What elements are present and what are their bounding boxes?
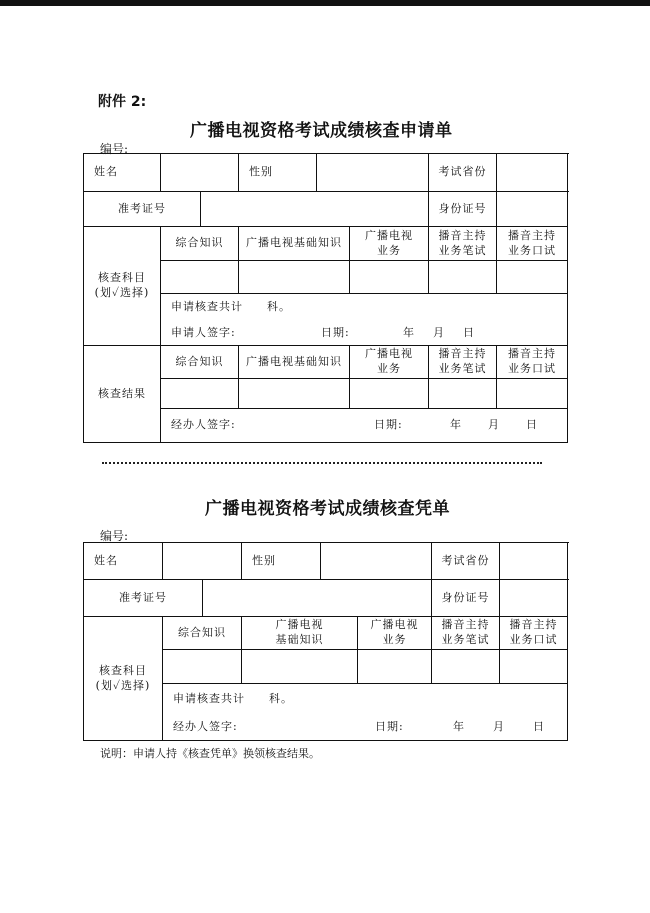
voucher-subject-header-written-l2: 业务笔试 <box>441 633 490 646</box>
subject-header-business <box>350 227 429 261</box>
voucher-subject-check-business[interactable] <box>358 650 432 684</box>
subject-header-oral <box>497 227 568 261</box>
subject-header-written <box>429 227 497 261</box>
name-field[interactable] <box>161 154 239 192</box>
voucher-province-field[interactable] <box>500 543 568 580</box>
voucher-subject-check-general[interactable] <box>163 650 242 684</box>
subject-check-basics[interactable] <box>239 261 350 294</box>
application-form-title: 广播电视资格考试成绩核查申请单 <box>190 121 453 141</box>
voucher-subject-header-oral-l2: 业务口试 <box>509 633 558 646</box>
result-field-business[interactable] <box>350 379 429 409</box>
subject-header-oral-l1: 播音主持 <box>508 228 556 242</box>
voucher-gender-field[interactable] <box>321 543 432 580</box>
year-label: 年 <box>403 325 415 339</box>
attachment-label: 附件 2: <box>98 94 147 110</box>
voucher-subject-header-oral <box>500 617 568 650</box>
gender-label: 性别 <box>239 154 317 192</box>
serial-number-label: 编号: <box>100 142 129 156</box>
subject-check-written[interactable] <box>429 261 497 294</box>
result-header-oral-l1: 播音主持 <box>508 347 556 361</box>
voucher-subject-header-oral-l1: 播音主持 <box>509 618 558 632</box>
subjects-hint: (划✓选择) <box>94 286 150 299</box>
voucher-id-number-label: 身份证号 <box>432 580 500 617</box>
admission-number-label: 准考证号 <box>84 192 201 227</box>
voucher-subject-header-basics-l2: 基础知识 <box>275 633 324 646</box>
handler-month-label: 月 <box>488 418 500 432</box>
voucher-day-label: 日 <box>533 719 545 733</box>
result-header-general: 综合知识 <box>161 346 239 379</box>
subject-header-written-l1: 播音主持 <box>438 228 487 242</box>
result-field-written[interactable] <box>429 379 497 409</box>
subject-check-business[interactable] <box>350 261 429 294</box>
day-label: 日 <box>463 325 475 339</box>
voucher-handler-sign-label: 经办人签字: <box>173 719 238 733</box>
subject-header-oral-l2: 业务口试 <box>508 243 556 257</box>
handler-day-label: 日 <box>526 418 538 432</box>
voucher-subject-check-basics[interactable] <box>242 650 358 684</box>
subject-header-business-l1: 广播电视 <box>365 228 413 242</box>
subject-header-business-l2: 业务 <box>377 243 401 257</box>
voucher-name-field[interactable] <box>163 543 242 580</box>
voucher-gender-label: 性别 <box>242 543 321 580</box>
voucher-subject-header-basics <box>242 617 358 650</box>
subject-count-text: 申请核查共计 科。 <box>161 294 568 322</box>
result-header-written-l1: 播音主持 <box>438 347 487 361</box>
gender-field[interactable] <box>317 154 429 192</box>
applicant-sign-row <box>161 322 568 346</box>
voucher-subject-header-business-l2: 业务 <box>382 633 407 646</box>
subject-header-written-l2: 业务笔试 <box>438 243 487 257</box>
date-label: 日期: <box>321 325 350 339</box>
voucher-year-label: 年 <box>453 719 465 733</box>
voucher-subject-check-written[interactable] <box>432 650 500 684</box>
result-header-business-l1: 广播电视 <box>365 347 413 361</box>
handler-sign-row <box>161 409 568 443</box>
application-form-table <box>83 153 568 443</box>
result-header-basics: 广播电视基础知识 <box>239 346 350 379</box>
voucher-subject-header-business <box>358 617 432 650</box>
voucher-month-label: 月 <box>493 719 505 733</box>
subject-check-oral[interactable] <box>497 261 568 294</box>
name-label: 姓名 <box>84 154 161 192</box>
voucher-handler-sign-row <box>163 715 568 741</box>
scan-top-border <box>0 0 650 6</box>
voucher-admission-number-label: 准考证号 <box>84 580 203 617</box>
id-number-field[interactable] <box>497 192 568 227</box>
cut-line <box>102 462 542 464</box>
voucher-subjects-label: 核查科目 <box>99 663 147 677</box>
subject-check-general[interactable] <box>161 261 239 294</box>
result-header-business-l2: 业务 <box>377 362 401 375</box>
province-label: 考试省份 <box>429 154 497 192</box>
result-header-oral <box>497 346 568 379</box>
voucher-date-label: 日期: <box>375 719 404 733</box>
voucher-id-number-field[interactable] <box>500 580 568 617</box>
result-header-written-l2: 业务笔试 <box>438 362 487 375</box>
voucher-form-table <box>83 542 568 741</box>
voucher-subjects-hint: (划✓选择) <box>95 678 151 692</box>
applicant-sign-label: 申请人签字: <box>171 325 236 339</box>
province-field[interactable] <box>497 154 568 192</box>
voucher-subject-header-business-l1: 广播电视 <box>370 618 419 632</box>
subject-header-general: 综合知识 <box>161 227 239 261</box>
result-field-oral[interactable] <box>497 379 568 409</box>
voucher-serial-number-label: 编号: <box>100 529 129 543</box>
subject-header-basics: 广播电视基础知识 <box>239 227 350 261</box>
footnote: 说明：申请人持《核查凭单》换领核查结果。 <box>100 747 320 760</box>
result-header-written <box>429 346 497 379</box>
result-field-general[interactable] <box>161 379 239 409</box>
voucher-subject-header-written <box>432 617 500 650</box>
result-header-oral-l2: 业务口试 <box>508 362 556 375</box>
voucher-subject-check-oral[interactable] <box>500 650 568 684</box>
subjects-label-cell <box>84 227 161 346</box>
subjects-label: 核查科目 <box>98 271 146 285</box>
voucher-form-title: 广播电视资格考试成绩核查凭单 <box>205 499 450 519</box>
month-label: 月 <box>433 325 445 339</box>
voucher-admission-number-field[interactable] <box>203 580 432 617</box>
voucher-province-label: 考试省份 <box>432 543 500 580</box>
voucher-name-label: 姓名 <box>84 543 163 580</box>
voucher-subjects-label-cell <box>84 617 163 741</box>
result-label: 核查结果 <box>84 346 161 443</box>
result-field-basics[interactable] <box>239 379 350 409</box>
voucher-subject-header-basics-l1: 广播电视 <box>275 618 324 632</box>
handler-date-label: 日期: <box>374 418 403 432</box>
handler-sign-label: 经办人签字: <box>171 418 236 432</box>
voucher-subject-count-text: 申请核查共计 科。 <box>163 684 568 715</box>
voucher-subject-header-general: 综合知识 <box>163 617 242 650</box>
voucher-subject-header-written-l1: 播音主持 <box>441 618 490 632</box>
id-number-label: 身份证号 <box>429 192 497 227</box>
admission-number-field[interactable] <box>201 192 429 227</box>
handler-year-label: 年 <box>450 418 462 432</box>
result-header-business <box>350 346 429 379</box>
